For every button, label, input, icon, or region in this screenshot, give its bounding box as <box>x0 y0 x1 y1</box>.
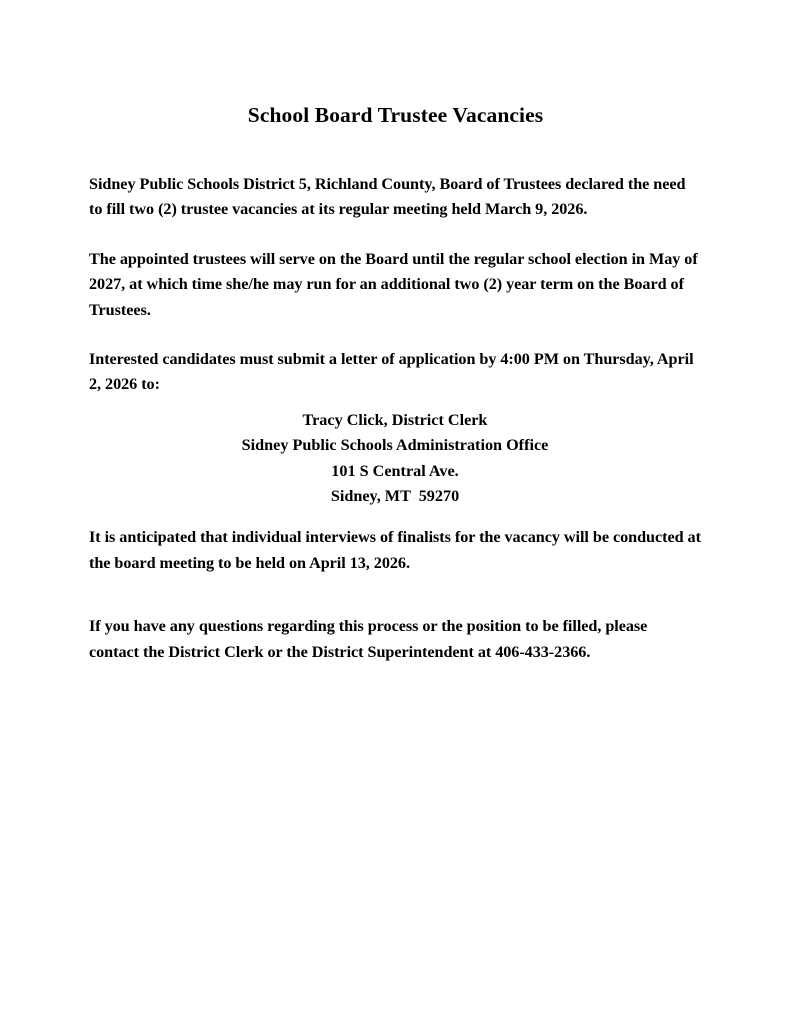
paragraph-application-instructions: Interested candidates must submit a letter of application by 4:00 PM on Thursday, April 2, 2026 to: <box>89 350 694 394</box>
address-line-office: Sidney Public Schools Administration Office <box>241 436 549 455</box>
address-line-clerk-name: Tracy Click, District Clerk <box>302 410 488 429</box>
paragraph-interview-notice: It is anticipated that individual interviews of finalists for the vacancy will be conducted at the board meeting to be held on April 13, 2026. <box>89 528 701 572</box>
mailing-address-block <box>89 408 701 510</box>
paragraph-vacancy-declaration: Sidney Public Schools District 5, Richland County, Board of Trustees declared the need to fill two (2) trustee vacancies at its regular meeting held March 9, 2026. <box>89 175 686 219</box>
paragraph-spacer <box>89 600 701 614</box>
address-line-city-state-zip: Sidney, MT 59270 <box>330 487 460 506</box>
document-body <box>89 172 701 665</box>
paragraph-term-of-service: The appointed trustees will serve on the Board until the regular school election in May of 2027, at which time she/he may run for an additional two (2) year term on the Board of Trustees. <box>89 249 698 319</box>
paragraph-questions-contact: If you have any questions regarding this process or the position to be filled, please contact the District Clerk or the District Superintendent at 406-433-2366. <box>89 617 648 661</box>
page-title: School Board Trustee Vacancies <box>247 103 544 128</box>
address-line-street: 101 S Central Ave. <box>331 461 459 480</box>
